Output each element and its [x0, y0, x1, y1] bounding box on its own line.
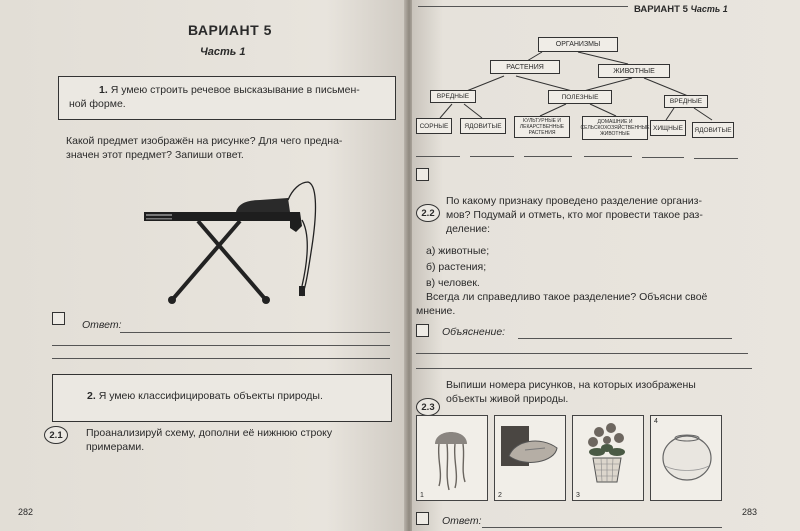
picture-number-3: 3	[576, 492, 580, 499]
picture-cell-jellyfish	[416, 415, 488, 501]
answer-line	[416, 353, 748, 354]
variant-title: ВАРИАНТ 5	[188, 22, 272, 38]
right-page	[412, 0, 800, 531]
diagram-node-harmful-plants: ВРЕДНЫЕ	[430, 90, 476, 103]
task1-checkbox[interactable]	[52, 312, 65, 325]
part-title: Часть 1	[200, 46, 246, 58]
diagram-leaf-domestic-animals: ДОМАШНИЕ И СЕЛЬСКОХОЗЯЙСТВЕННЫЕ ЖИВОТНЫЕ	[582, 116, 648, 140]
diagram-leaf-poisonous-animals: ЯДОВИТЫЕ	[692, 122, 734, 138]
page-number-right: 283	[742, 507, 758, 517]
answer-line	[52, 358, 390, 359]
picture-cell-fishbowl	[650, 415, 722, 501]
diagram-leaf-cultivated-plants: КУЛЬТУРНЫЕ И ЛЕКАРСТВЕННЫЕ РАСТЕНИЯ	[514, 116, 570, 138]
task1-number: 1.	[99, 84, 108, 96]
answer-line	[416, 368, 752, 369]
picture-cell-stone	[494, 415, 566, 501]
fill-line[interactable]	[524, 156, 572, 157]
task22-number-badge: 2.2	[416, 204, 440, 222]
picture-number-1: 1	[420, 492, 424, 499]
task1-goal-box	[58, 76, 396, 120]
task22-question-line2: мов? Подумай и отметь, кто мог провести такое раз-	[446, 209, 703, 221]
diagram-node-animals: ЖИВОТНЫЕ	[598, 64, 670, 78]
diagram-node-root: ОРГАНИЗМЫ	[538, 37, 618, 52]
task22-followup-line2: мнение.	[416, 305, 456, 317]
diagram-node-useful: ПОЛЕЗНЫЕ	[548, 90, 612, 104]
task2-goal-box	[52, 374, 392, 422]
potted-flower-picture	[573, 416, 643, 496]
task22-option-a[interactable]: а) животные;	[426, 245, 490, 257]
task1-goal-line1: Я умею строить речевое высказывание в письмен-	[110, 84, 360, 96]
fishbowl-picture	[651, 416, 721, 496]
task23-checkbox[interactable]	[416, 512, 429, 525]
task22-followup-line1: Всегда ли справедливо такое разделение? Объясни своё	[426, 291, 708, 303]
picture-number-4: 4	[654, 418, 658, 425]
diagram-node-harmful-animals: ВРЕДНЫЕ	[664, 95, 708, 108]
fill-line[interactable]	[694, 158, 738, 159]
answer-line	[52, 345, 390, 346]
stone-picture	[495, 416, 565, 496]
task1-goal-line2: ной форме.	[69, 98, 126, 110]
diagram-leaf-poisonous-plants: ЯДОВИТЫЕ	[460, 118, 506, 134]
task21-instruction-line1: Проанализируй схему, дополни её нижнюю строку	[86, 427, 333, 439]
answer-line	[482, 527, 722, 528]
task21-number-badge: 2.1	[44, 426, 68, 444]
diagram-leaf-weeds: СОРНЫЕ	[416, 118, 452, 134]
diagram-leaf-predators: ХИЩНЫЕ	[650, 120, 686, 136]
task2-number: 2.	[87, 390, 96, 402]
task1-question-line2: значен этот предмет? Запиши ответ.	[66, 149, 244, 161]
answer-line	[120, 332, 390, 333]
task1-answer-label: Ответ:	[82, 319, 122, 331]
ironing-board-picture	[140, 176, 340, 310]
header-part-text: Часть 1	[690, 4, 728, 14]
task22-checkbox[interactable]	[416, 324, 429, 337]
task2-goal: Я умею классифицировать объекты природы.	[98, 390, 323, 402]
task22-option-b[interactable]: б) растения;	[426, 261, 487, 273]
task1-question-line1: Какой предмет изображён на рисунке? Для чего предна-	[66, 135, 343, 147]
task23-number-badge: 2.3	[416, 398, 440, 416]
fill-line[interactable]	[470, 156, 514, 157]
task22-explanation-label: Объяснение:	[442, 326, 506, 338]
fill-line[interactable]	[642, 157, 684, 158]
task22-question-line1: По какому признаку проведено разделение организ-	[446, 195, 702, 207]
task21-checkbox[interactable]	[416, 168, 429, 181]
picture-number-2: 2	[498, 492, 502, 499]
jellyfish-picture	[417, 416, 487, 496]
page-number-left: 282	[18, 507, 34, 517]
fill-line[interactable]	[416, 156, 460, 157]
task21-instruction-line2: примерами.	[86, 441, 145, 453]
task23-instruction-line1: Выпиши номера рисунков, на которых изображены	[446, 379, 696, 391]
picture-cell-flower	[572, 415, 644, 501]
task23-instruction-line2: объекты живой природы.	[446, 393, 569, 405]
task23-answer-label: Ответ:	[442, 515, 482, 527]
task22-option-c[interactable]: в) человек.	[426, 277, 480, 289]
task22-question-line3: деление:	[446, 223, 491, 235]
fill-line[interactable]	[584, 156, 632, 157]
diagram-connectors	[412, 0, 800, 170]
answer-line	[518, 338, 732, 339]
header-variant-text: ВАРИАНТ 5	[634, 4, 688, 15]
diagram-node-plants: РАСТЕНИЯ	[490, 60, 560, 74]
